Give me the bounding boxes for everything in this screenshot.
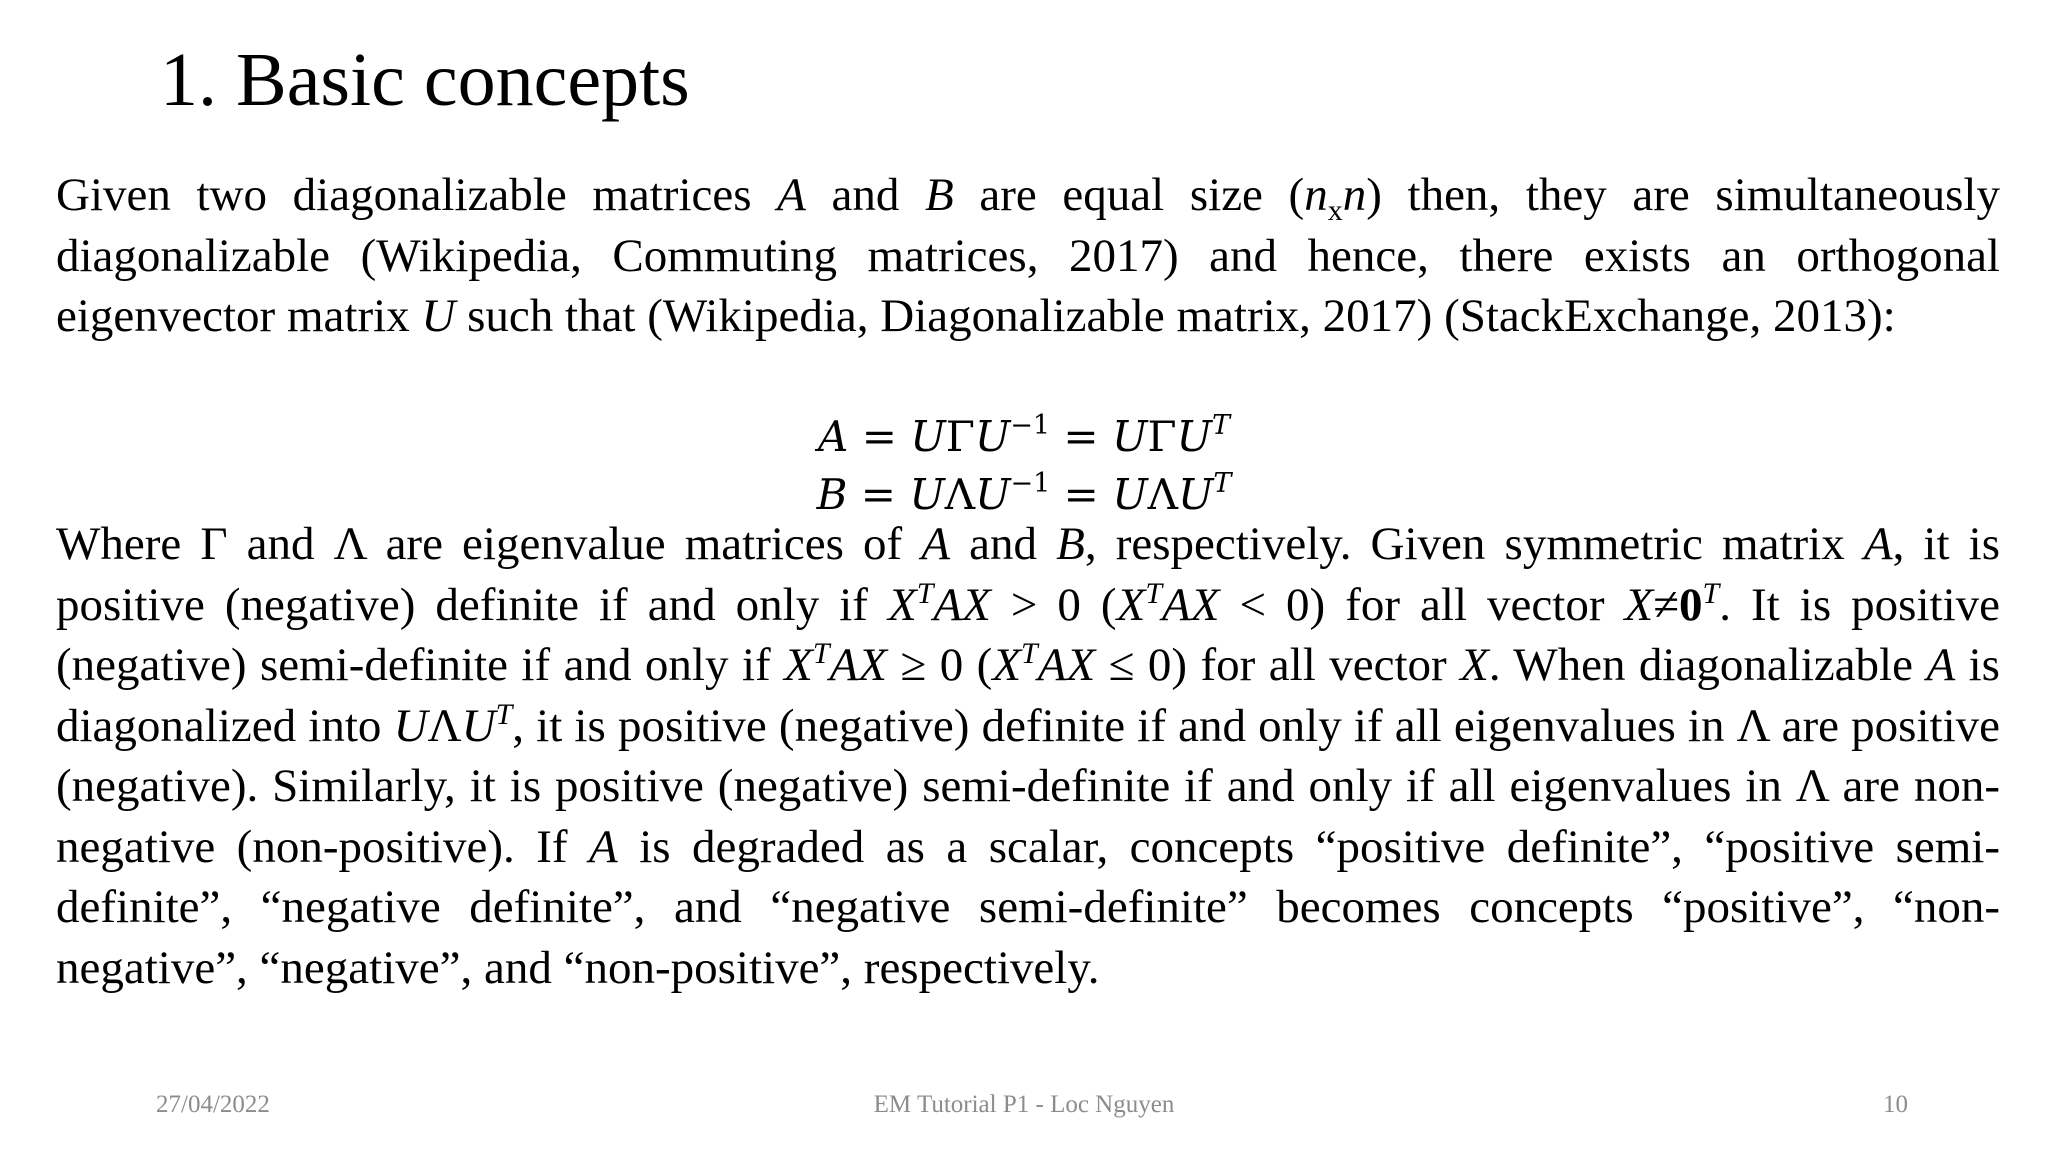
- math-var: U: [910, 412, 946, 461]
- equation-a: [0, 407, 2048, 467]
- text-run: , respectively. Given symmetric matrix: [1084, 518, 1864, 570]
- math-var: A: [818, 412, 849, 461]
- math-var: A: [1863, 518, 1893, 570]
- math-var: X: [1116, 578, 1146, 631]
- math-op: ≠: [1653, 578, 1680, 631]
- math-superscript: T: [916, 576, 934, 610]
- math-var: X: [1460, 639, 1489, 691]
- math-var: B: [816, 470, 848, 519]
- math-var: X: [887, 578, 917, 631]
- text-run: ) then, they are simultaneously diagonalizable (Wikipedia, Commuting matrices, 2017) and hence, there exists an orthogonal eigenvector matrix: [56, 169, 2000, 342]
- text-run: and: [805, 169, 926, 221]
- math-var: U: [974, 412, 1011, 461]
- math-symbol: Λ: [944, 470, 976, 519]
- math-superscript: T: [1213, 468, 1232, 499]
- math-var: AX: [933, 578, 991, 631]
- math-var: U: [909, 470, 945, 519]
- math-var: AX: [829, 639, 887, 691]
- math-op: =: [847, 470, 910, 519]
- page-number: 10: [1883, 1091, 1908, 1118]
- math-var: U: [1177, 470, 1214, 519]
- math-symbol: Λ: [1147, 470, 1178, 519]
- math-var: U: [421, 290, 456, 342]
- footer-date: 27/04/2022: [156, 1091, 270, 1118]
- text-run: are equal size (: [953, 169, 1305, 221]
- text-run: Given two diagonalizable matrices: [56, 169, 778, 221]
- zero-vector: 0: [1679, 578, 1703, 631]
- math-op: =: [1050, 412, 1112, 461]
- math-superscript: T: [1145, 576, 1162, 610]
- math-var: n: [1342, 169, 1367, 221]
- math-var: AX: [1037, 639, 1096, 691]
- text-run: < 0) for all vector: [1219, 578, 1625, 631]
- text-run: > 0 (: [990, 578, 1117, 631]
- math-var: A: [921, 518, 951, 570]
- text-run: . When diagonalizable: [1488, 639, 1927, 691]
- math-var: B: [925, 169, 954, 221]
- math-var: U: [1176, 412, 1212, 461]
- math-op: =: [848, 412, 911, 461]
- text-run: and: [950, 518, 1057, 570]
- math-var: U: [975, 470, 1011, 519]
- math-var: A: [589, 820, 618, 873]
- math-op: =: [1050, 470, 1113, 519]
- math-superscript: T: [495, 697, 513, 731]
- math-var: X: [784, 639, 813, 691]
- math-symbol: Λ: [427, 699, 462, 752]
- math-superscript: T: [1702, 576, 1720, 610]
- math-symbol: Γ: [945, 412, 975, 461]
- text-run: , it is positive (negative) definite if and only if all eigenvalues in Λ are positive (negative). Similarly, it is positive (negative) semi-definite if and only if all eigenvalues in Λ are non-negative (non-positive). If: [56, 699, 2001, 873]
- text-run: is diagonalized into: [56, 639, 2000, 752]
- math-var: B: [1056, 518, 1085, 570]
- text-run: . It is positive (negative) semi-definite if and only if: [56, 578, 2000, 691]
- intro-paragraph: [56, 165, 2000, 347]
- math-var: n: [1304, 169, 1328, 221]
- text-run: ≤ 0) for all vector: [1095, 639, 1461, 691]
- math-superscript: T: [812, 637, 830, 670]
- math-var: A: [1926, 639, 1956, 691]
- text-run: Where Γ and Λ are eigenvalue matrices of: [56, 518, 922, 570]
- footer-title: EM Tutorial P1 - Loc Nguyen: [873, 1091, 1175, 1118]
- text-run: such that (Wikipedia, Diagonalizable matrix, 2017) (StackExchange, 2013):: [455, 290, 1896, 342]
- math-var: U: [461, 699, 496, 752]
- math-var: A: [777, 169, 806, 221]
- math-superscript: −1: [1010, 468, 1051, 499]
- definitions-paragraph: [56, 514, 2000, 998]
- math-var: U: [1111, 412, 1148, 461]
- text-run: ≥ 0 (: [886, 639, 993, 691]
- math-symbol: Γ: [1147, 412, 1177, 461]
- math-var: X: [992, 639, 1022, 691]
- text-run: , it is positive (negative) definite if and only if: [56, 518, 2000, 631]
- math-superscript: T: [1211, 410, 1230, 441]
- text-run: is degraded as a scalar, concepts “positive definite”, “positive semi-definite”, “negative definite”, and “negative semi-definite” becomes concepts “positive”, “non-negative”, “negative”, and “non-positive”, respectively.: [56, 820, 2001, 994]
- slide-title: 1. Basic concepts: [160, 38, 690, 122]
- math-var: AX: [1162, 578, 1220, 631]
- math-var: U: [1112, 470, 1148, 519]
- math-superscript: −1: [1010, 410, 1051, 441]
- math-var: U: [393, 699, 428, 752]
- math-subscript: x: [1327, 194, 1343, 227]
- math-superscript: T: [1021, 637, 1038, 670]
- math-var: X: [1624, 578, 1654, 631]
